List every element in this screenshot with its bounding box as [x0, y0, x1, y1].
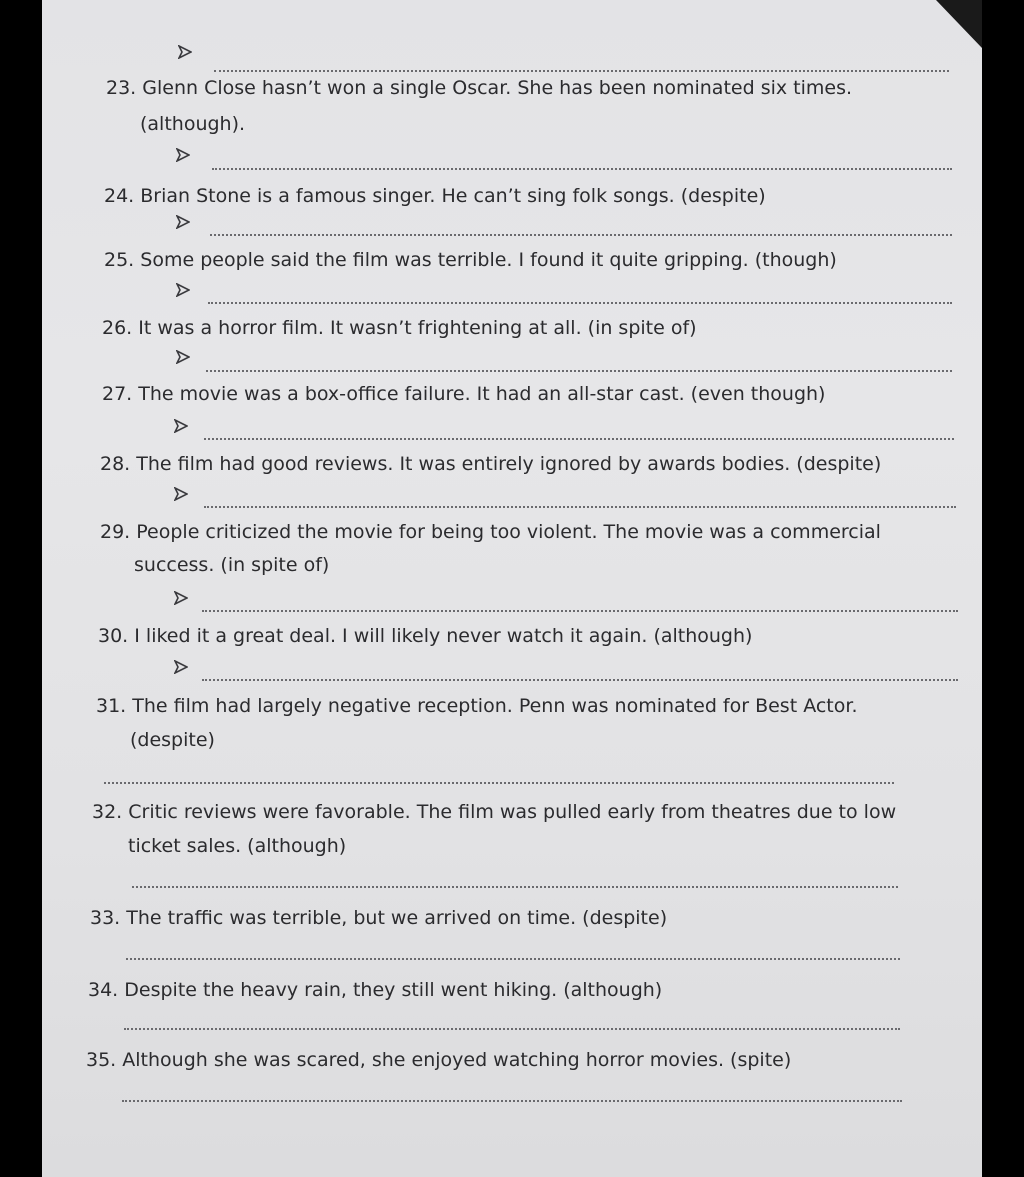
- question-text: The film had largely negative reception. Penn was nominated for Best Actor.: [132, 695, 858, 717]
- question-35: [86, 1044, 791, 1076]
- arrow-bullet-icon: [176, 215, 190, 229]
- question-text: People criticized the movie for being too violent. The movie was a commercial: [136, 521, 881, 543]
- answer-line[interactable]: [202, 610, 958, 612]
- question-33: [90, 902, 667, 934]
- question-31: [96, 690, 858, 722]
- answer-line[interactable]: [204, 506, 956, 508]
- question-number: 29.: [100, 521, 131, 543]
- question-text: Some people said the film was terrible. I found it quite gripping. (though): [140, 249, 837, 271]
- arrow-bullet-icon: [174, 591, 188, 605]
- question-number: 32.: [92, 801, 123, 823]
- question-26: [102, 312, 697, 344]
- question-continuation: success. (in spite of): [134, 554, 330, 576]
- answer-line[interactable]: [122, 1100, 902, 1102]
- question-text: The movie was a box-office failure. It had an all-star cast. (even though): [138, 383, 826, 405]
- question-continuation: (despite): [130, 729, 215, 751]
- answer-line[interactable]: [212, 168, 952, 170]
- question-number: 25.: [104, 249, 135, 271]
- question-number: 34.: [88, 979, 119, 1001]
- answer-line[interactable]: [210, 234, 952, 236]
- question-number: 24.: [104, 185, 135, 207]
- arrow-bullet-icon: [176, 148, 190, 162]
- question-text: The film had good reviews. It was entirely ignored by awards bodies. (despite): [136, 453, 882, 475]
- question-text: Glenn Close hasn’t won a single Oscar. She has been nominated six times.: [142, 77, 853, 99]
- question-number: 33.: [90, 907, 121, 929]
- question-number: 31.: [96, 695, 127, 717]
- question-30: [98, 620, 752, 652]
- arrow-bullet-icon: [178, 45, 192, 59]
- question-text: Critic reviews were favorable. The film was pulled early from theatres due to low: [128, 801, 897, 823]
- question-text: I liked it a great deal. I will likely never watch it again. (although): [134, 625, 753, 647]
- question-text: The traffic was terrible, but we arrived on time. (despite): [126, 907, 668, 929]
- answer-line[interactable]: [204, 438, 954, 440]
- question-27: [102, 378, 825, 410]
- question-text: Brian Stone is a famous singer. He can’t sing folk songs. (despite): [140, 185, 766, 207]
- arrow-bullet-icon: [176, 283, 190, 297]
- question-28: [100, 448, 881, 480]
- question-number: 35.: [86, 1049, 117, 1071]
- question-text: Although she was scared, she enjoyed watching horror movies. (spite): [122, 1049, 792, 1071]
- answer-line[interactable]: [202, 679, 958, 681]
- question-number: 23.: [106, 77, 137, 99]
- arrow-bullet-icon: [174, 660, 188, 674]
- question-number: 28.: [100, 453, 131, 475]
- arrow-bullet-icon: [176, 350, 190, 364]
- question-number: 27.: [102, 383, 133, 405]
- answer-line[interactable]: [124, 1028, 900, 1030]
- question-32: [92, 796, 896, 828]
- answer-line[interactable]: [208, 302, 952, 304]
- answer-line[interactable]: [206, 370, 952, 372]
- question-34: [88, 974, 662, 1006]
- question-23: [106, 72, 852, 104]
- question-29: [100, 516, 881, 548]
- answer-line[interactable]: [126, 958, 900, 960]
- answer-line[interactable]: [104, 782, 894, 784]
- question-continuation: (although).: [140, 113, 246, 135]
- exercise-list: [42, 0, 982, 1177]
- question-continuation: ticket sales. (although): [128, 835, 347, 857]
- arrow-bullet-icon: [174, 487, 188, 501]
- question-text: It was a horror film. It wasn’t frightening at all. (in spite of): [138, 317, 697, 339]
- question-24: [104, 180, 766, 212]
- arrow-bullet-icon: [174, 419, 188, 433]
- question-number: 30.: [98, 625, 129, 647]
- question-25: [104, 244, 837, 276]
- worksheet-page: [42, 0, 982, 1177]
- question-number: 26.: [102, 317, 133, 339]
- question-text: Despite the heavy rain, they still went hiking. (although): [124, 979, 663, 1001]
- answer-line[interactable]: [132, 886, 898, 888]
